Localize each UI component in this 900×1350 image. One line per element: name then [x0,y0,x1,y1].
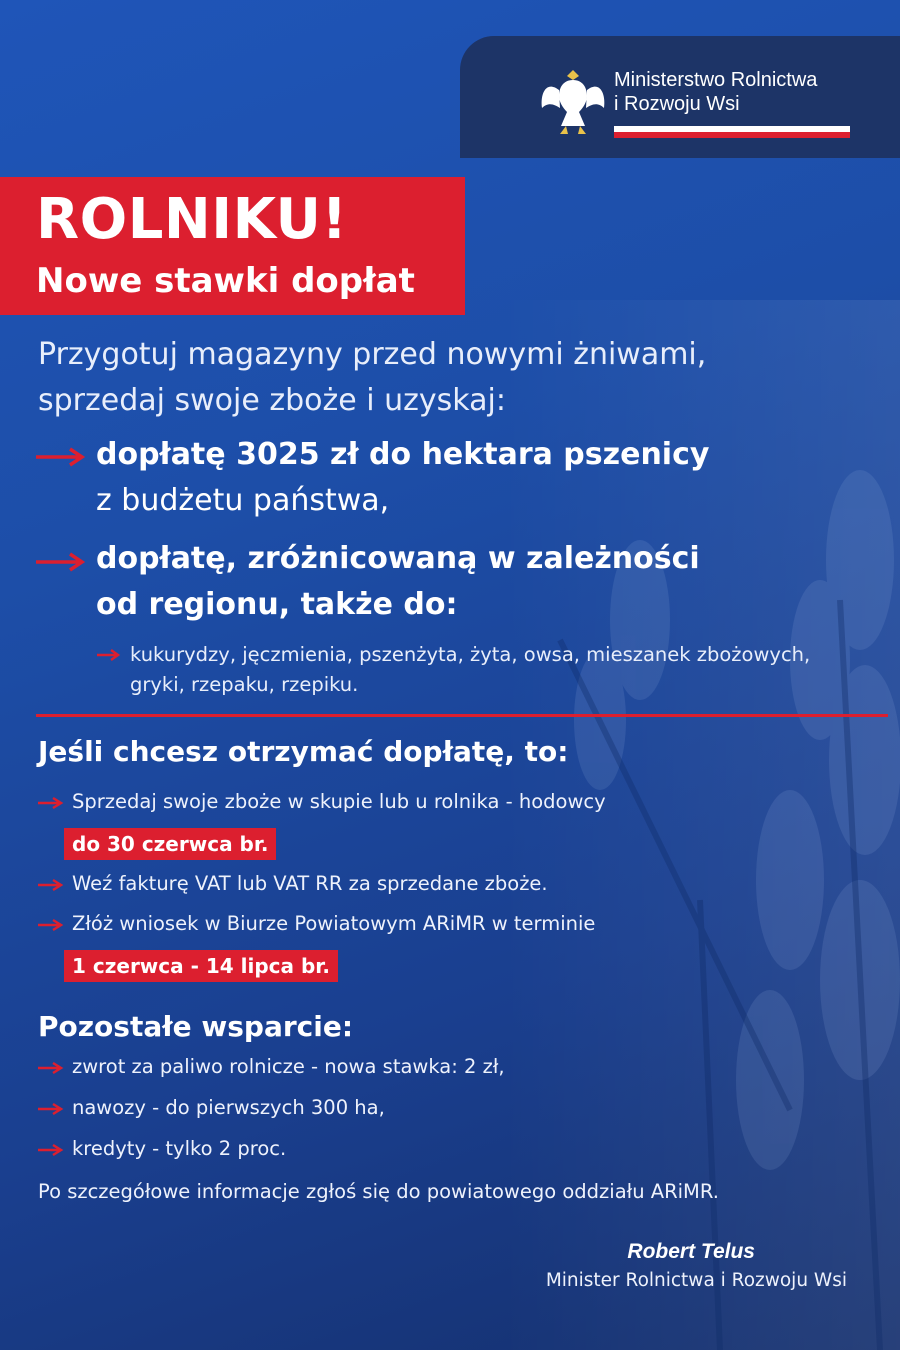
signature-role: Minister Rolnictwa i Rozwoju Wsi [545,1270,847,1291]
arrow-right-icon [38,1061,64,1075]
arrow-right-icon [38,1143,64,1157]
deadline-badge-june: do 30 czerwca br. [64,828,276,860]
footnote: Po szczegółowe informacje zgłoś się do powiatowego oddziału ARiMR. [38,1180,719,1203]
intro-line2: sprzedaj swoje zboże i uzyskaj: [38,383,506,418]
support-fertilizers: nawozy - do pierwszych 300 ha, [72,1096,385,1119]
support-fuel: zwrot za paliwo rolnicze - nowa stawka: 2 zł, [72,1055,505,1078]
benefit-wheat [96,432,886,524]
crops-list [130,640,890,700]
arrow-right-icon [36,447,86,467]
step-sell-grain: Sprzedaj swoje zboże w skupie lub u rolnika - hodowcy [72,790,606,813]
ministry-logo-panel [460,36,900,158]
intro-text [38,332,878,424]
ministry-name-line2: i Rozwoju Wsi [614,93,740,115]
crops-line1: kukurydzy, jęczmienia, pszenżyta, żyta, owsa, mieszanek zbożowych, [130,643,811,666]
polish-flag-stripe [614,126,850,138]
headline-title: ROLNIKU! [36,187,348,252]
other-support-title: Pozostałe wsparcie: [38,1010,354,1043]
white-eagle-icon [538,64,608,136]
arrow-right-icon [97,648,121,662]
signature-name: Robert Telus [627,1240,755,1263]
benefit-regional-line2: od regionu, także do: [96,587,458,622]
benefit-wheat-amount: dopłatę 3025 zł do hektara pszenicy [96,437,710,472]
step-get-invoice: Weź fakturę VAT lub VAT RR za sprzedane zboże. [72,872,548,895]
benefit-regional-line1: dopłatę, zróżnicowaną w zależności [96,541,700,576]
benefit-wheat-source: z budżetu państwa, [96,483,390,518]
arrow-right-icon [38,1102,64,1116]
support-credits: kredyty - tylko 2 proc. [72,1137,287,1160]
crops-line2: gryki, rzepaku, rzepiku. [130,673,359,696]
headline-box [0,177,465,315]
conditions-title: Jeśli chcesz otrzymać dopłatę, to: [38,735,569,768]
ministry-name-line1: Ministerstwo Rolnictwa [614,69,818,91]
benefit-regional [96,536,886,628]
arrow-right-icon [36,552,86,572]
arrow-right-icon [38,878,64,892]
deadline-badge-july: 1 czerwca - 14 lipca br. [64,950,338,982]
section-divider [36,714,888,717]
intro-line1: Przygotuj magazyny przed nowymi żniwami, [38,337,707,372]
ministry-name [614,68,894,116]
arrow-right-icon [38,796,64,810]
headline-subtitle: Nowe stawki dopłat [36,261,415,301]
step-submit-application: Złóż wniosek w Biurze Powiatowym ARiMR w terminie [72,912,596,935]
arrow-right-icon [38,918,64,932]
